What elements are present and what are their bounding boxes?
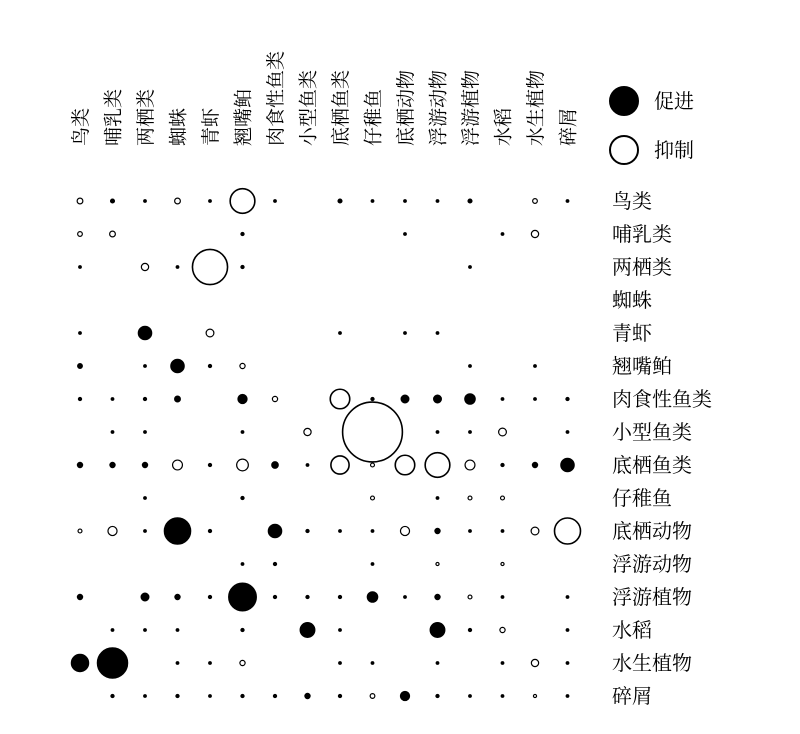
promote-bubble [209,695,212,698]
column-label: 两栖类 [135,88,157,146]
inhibit-bubble [533,199,538,204]
promote-bubble [241,265,244,268]
column-label: 水稻 [492,107,515,146]
column-label: 鸟类 [70,107,92,146]
row-label: 碎屑 [612,684,652,708]
row-label: 底栖鱼类 [612,453,692,477]
promote-bubble [144,530,147,533]
promote-bubble [534,398,537,401]
promote-bubble [139,327,152,340]
promote-bubble [176,266,179,269]
inhibit-bubble [110,231,116,237]
promote-bubble [111,398,114,401]
promote-bubble [241,431,244,434]
column-label: 底栖动物 [395,69,417,146]
promote-bubble [371,662,374,665]
inhibit-bubble [230,189,255,214]
promote-bubble [272,462,279,469]
promote-bubble [241,694,244,697]
promote-bubble [273,562,276,565]
promote-bubble [144,431,147,434]
inhibit-bubble [237,459,249,471]
promote-bubble [208,529,211,532]
legend-inhibit-label: 抑制 [654,138,694,162]
row-label: 水稻 [612,618,652,642]
promote-bubble [436,200,439,203]
inhibit-bubble [531,527,539,535]
promote-bubble [141,593,149,601]
promote-bubble [468,199,472,203]
inhibit-bubble [141,263,148,270]
promote-bubble [436,332,439,335]
promote-bubble [241,496,244,499]
promote-bubble [338,595,341,598]
promote-bubble [338,694,341,697]
promote-bubble [208,595,211,598]
row-label: 鸟类 [612,189,652,213]
row-label: 蜘蛛 [612,288,652,312]
promote-bubble [501,233,504,236]
inhibit-bubble [78,529,82,533]
row-label: 小型鱼类 [612,420,692,444]
inhibit-bubble [395,455,415,475]
inhibit-bubble [371,496,375,500]
row-label: 水生植物 [612,651,692,675]
promote-bubble [534,365,537,368]
promote-bubble [339,629,342,632]
promote-bubble [209,200,212,203]
promote-bubble [72,655,89,672]
row-labels [612,189,712,708]
row-label: 仔稚鱼 [612,486,672,510]
promote-bubble [436,694,439,697]
promote-bubble [435,528,440,533]
promote-bubble [501,398,504,401]
promote-bubble [111,199,115,203]
column-label: 哺乳类 [102,88,125,146]
promote-bubble [273,595,276,598]
promote-bubble [430,623,444,637]
inhibit-bubble [173,460,183,470]
inhibit-bubble [468,496,472,500]
promote-bubble [144,200,147,203]
promote-bubble [165,518,191,544]
promote-bubble [269,525,282,538]
row-label: 青虾 [612,321,652,345]
inhibit-bubble [331,456,349,474]
column-label: 肉食性鱼类 [265,50,287,146]
promote-bubble [98,648,128,678]
column-labels [70,51,580,146]
promote-bubble [566,596,569,599]
promote-bubble [566,397,569,400]
promote-bubble [338,199,342,203]
legend-promote-marker [610,87,638,115]
promote-bubble [176,662,179,665]
promote-bubble [371,397,374,400]
column-label: 底栖鱼类 [330,69,352,146]
inhibit-bubble [108,526,117,535]
promote-bubble [209,662,212,665]
promote-bubble [144,497,147,500]
promote-bubble [77,594,82,599]
bubbles [72,189,581,701]
inhibit-bubble [499,428,507,436]
inhibit-bubble [192,249,227,284]
inhibit-bubble [531,230,538,237]
inhibit-bubble [400,526,409,535]
promote-bubble [175,396,181,402]
promote-bubble [274,200,277,203]
promote-bubble [469,530,472,533]
promote-bubble [371,563,374,566]
promote-bubble [465,394,475,404]
promote-bubble [305,693,310,698]
inhibit-bubble [272,396,277,401]
promote-bubble [241,232,244,235]
column-label: 翘嘴鲌 [232,88,255,146]
row-label: 浮游植物 [612,585,692,609]
promote-bubble [208,364,211,367]
promote-bubble [79,266,82,269]
promote-bubble [171,360,184,373]
inhibit-bubble [370,694,375,699]
column-label: 浮游植物 [460,69,482,146]
inhibit-bubble [343,402,403,462]
promote-bubble [143,397,146,400]
row-label: 肉食性鱼类 [612,387,712,411]
promote-bubble [404,332,407,335]
promote-bubble [501,463,504,466]
promote-bubble [371,530,374,533]
promote-bubble [273,694,276,697]
row-label: 两栖类 [612,255,672,279]
promote-bubble [111,629,114,632]
inhibit-bubble [501,496,505,500]
promote-bubble [77,462,82,467]
row-label: 翘嘴鲌 [612,354,672,378]
inhibit-bubble [206,329,214,337]
inhibit-bubble [240,660,245,665]
promote-bubble [176,629,179,632]
promote-bubble [144,365,147,368]
promote-bubble [238,394,247,403]
promote-bubble [532,462,537,467]
promote-bubble [144,695,147,698]
promote-bubble [501,695,504,698]
column-label: 碎屑 [557,107,580,146]
promote-bubble [339,662,342,665]
promote-bubble [401,395,409,403]
inhibit-bubble [500,627,505,632]
column-label: 蜘蛛 [167,107,190,146]
row-label: 浮游动物 [612,552,692,576]
inhibit-bubble [425,453,450,478]
legend-inhibit-marker [610,136,638,164]
promote-bubble [566,695,569,698]
inhibit-bubble [501,562,504,565]
promote-bubble [469,365,472,368]
promote-bubble [78,397,81,400]
legend-promote-label: 促进 [654,89,694,113]
column-label: 仔稚鱼 [362,88,385,146]
promote-bubble [501,596,504,599]
inhibit-bubble [465,460,475,470]
promote-bubble [566,662,569,665]
promote-bubble [566,629,569,632]
promote-bubble [468,628,471,631]
promote-bubble [436,662,439,665]
promote-bubble [306,529,309,532]
promote-bubble [111,694,114,697]
row-label: 哺乳类 [612,222,672,246]
promote-bubble [501,662,504,665]
promote-bubble [339,530,342,533]
promote-bubble [501,530,504,533]
inhibit-bubble [77,198,83,204]
inhibit-bubble [304,428,311,435]
promote-bubble [79,332,82,335]
promote-bubble [208,463,211,466]
column-label: 小型鱼类 [297,69,320,146]
row-label: 底栖动物 [612,519,692,543]
promote-bubble [176,694,179,697]
inhibit-bubble [175,198,181,204]
promote-bubble [434,395,442,403]
promote-bubble [404,596,407,599]
promote-bubble [435,594,440,599]
promote-bubble [371,200,374,203]
promote-bubble [566,431,569,434]
promote-bubble [78,364,83,369]
promote-bubble [110,462,115,467]
inhibit-bubble [468,595,472,599]
inhibit-bubble [533,694,536,697]
inhibit-bubble [555,518,581,544]
inhibit-bubble [240,363,245,368]
promote-bubble [111,431,114,434]
promote-bubble [229,583,256,610]
promote-bubble [241,563,244,566]
promote-bubble [469,266,472,269]
promote-bubble [469,431,472,434]
column-label: 浮游动物 [427,69,450,146]
inhibit-bubble [436,562,439,565]
promote-bubble [300,623,314,637]
promote-bubble [436,431,439,434]
promote-bubble [144,629,147,632]
promote-bubble [404,200,407,203]
promote-bubble [469,695,472,698]
inhibit-bubble [531,659,538,666]
promote-bubble [142,462,147,467]
legend [610,87,694,164]
inhibit-bubble [78,232,83,237]
promote-bubble [367,592,377,602]
promote-bubble [175,594,180,599]
promote-bubble [306,595,309,598]
promote-bubble [339,332,342,335]
promote-bubble [306,464,309,467]
promote-bubble [404,233,407,236]
column-label: 青虾 [200,107,222,146]
column-label: 水生植物 [525,69,547,146]
promote-bubble [241,628,244,631]
promote-bubble [561,459,574,472]
promote-bubble [566,200,569,203]
inhibit-bubble [371,463,375,467]
promote-bubble [436,497,439,500]
promote-bubble [400,691,409,700]
inhibit-bubble [330,389,350,409]
